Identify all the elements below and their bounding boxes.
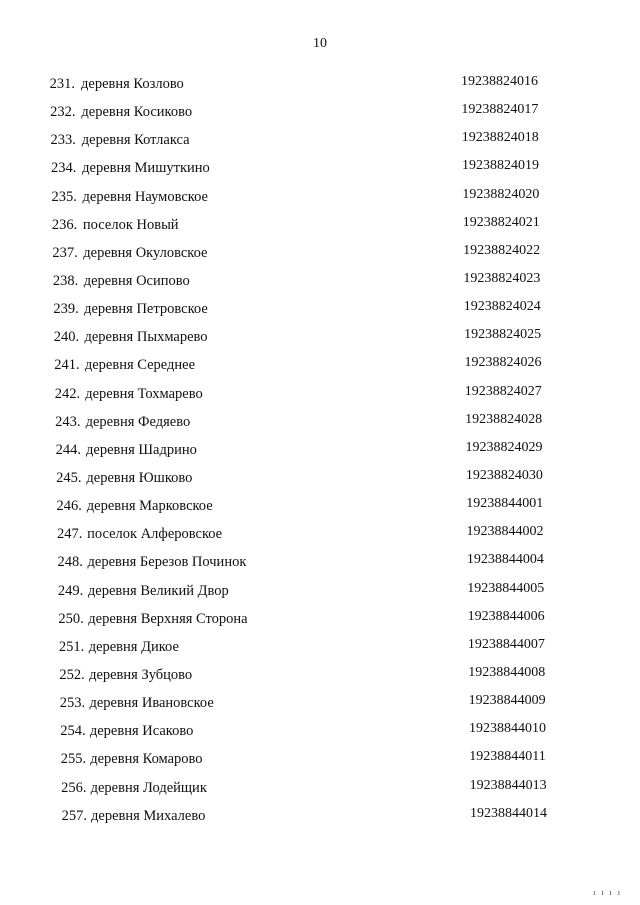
item-number: 255. bbox=[60, 751, 87, 768]
settlement-name: деревня Пыхмарево bbox=[84, 329, 208, 346]
list-item bbox=[0, 633, 640, 661]
list-item bbox=[0, 351, 640, 379]
list-item bbox=[0, 126, 640, 154]
list-item bbox=[0, 661, 640, 689]
page-number: 10 bbox=[313, 36, 327, 51]
okato-code: 19238824016 bbox=[461, 74, 538, 89]
okato-code: 19238824029 bbox=[465, 439, 543, 455]
okato-code: 19238824018 bbox=[461, 130, 539, 146]
list-item bbox=[0, 717, 640, 745]
list-item bbox=[0, 239, 640, 267]
list-item bbox=[0, 605, 640, 633]
list-item bbox=[0, 380, 640, 408]
okato-code: 19238844010 bbox=[468, 721, 546, 737]
okato-code: 19238844014 bbox=[470, 805, 547, 821]
settlement-name: деревня Середнее bbox=[84, 357, 196, 374]
list-item bbox=[0, 520, 640, 548]
list-item bbox=[0, 689, 640, 717]
okato-code: 19238824028 bbox=[465, 411, 543, 427]
settlement-name: деревня Окуловское bbox=[83, 244, 208, 261]
settlement-name: деревня Марковское bbox=[86, 498, 213, 515]
settlement-name: деревня Ивановское bbox=[89, 695, 214, 712]
settlement-name: деревня Осипово bbox=[83, 272, 190, 289]
okato-code: 19238844013 bbox=[469, 777, 547, 793]
item-number: 242. bbox=[54, 385, 81, 402]
okato-code: 19238824024 bbox=[463, 299, 541, 315]
item-number: 245. bbox=[56, 469, 82, 486]
okato-code: 19238844004 bbox=[466, 552, 544, 568]
list-item bbox=[0, 98, 640, 126]
item-number: 236. bbox=[51, 216, 78, 233]
list-item bbox=[0, 492, 640, 520]
list-item bbox=[0, 436, 640, 464]
list-item bbox=[0, 577, 640, 605]
settlement-name: деревня Тохмарево bbox=[85, 385, 203, 402]
okato-code: 19238824025 bbox=[464, 327, 542, 343]
okato-code: 19238844011 bbox=[469, 749, 546, 765]
item-number: 234. bbox=[51, 160, 77, 177]
item-number: 240. bbox=[53, 329, 80, 346]
settlement-name: деревня Федяево bbox=[85, 413, 191, 430]
settlement-name: деревня Исаково bbox=[89, 723, 194, 740]
okato-code: 19238824019 bbox=[462, 158, 540, 174]
settlement-list bbox=[0, 70, 640, 830]
list-item bbox=[0, 745, 640, 773]
list-item bbox=[0, 295, 640, 323]
list-item bbox=[0, 802, 640, 830]
item-number: 238. bbox=[52, 272, 79, 289]
settlement-name: поселок Новый bbox=[82, 216, 179, 233]
list-item bbox=[0, 70, 640, 98]
settlement-name: деревня Великий Двор bbox=[87, 582, 229, 599]
okato-code: 19238844007 bbox=[467, 636, 545, 652]
item-number: 235. bbox=[51, 188, 77, 205]
settlement-name: деревня Наумовское bbox=[82, 188, 208, 205]
item-number: 251. bbox=[58, 638, 85, 655]
settlement-name: деревня Березов Починок bbox=[87, 554, 247, 571]
scan-marks: ı ı ı ı bbox=[593, 888, 622, 897]
list-item bbox=[0, 323, 640, 351]
settlement-name: деревня Мишуткино bbox=[82, 160, 210, 177]
okato-code: 19238844006 bbox=[467, 608, 545, 624]
okato-code: 19238824021 bbox=[462, 214, 540, 230]
okato-code: 19238824027 bbox=[464, 383, 542, 399]
okato-code: 19238844002 bbox=[466, 524, 544, 540]
okato-code: 19238824023 bbox=[463, 270, 541, 286]
item-number: 253. bbox=[59, 695, 86, 712]
okato-code: 19238824020 bbox=[462, 186, 540, 202]
item-number: 247. bbox=[57, 526, 83, 543]
list-item bbox=[0, 183, 640, 211]
okato-code: 19238824030 bbox=[465, 467, 543, 483]
item-number: 246. bbox=[56, 498, 82, 515]
item-number: 252. bbox=[59, 666, 85, 683]
list-item bbox=[0, 211, 640, 239]
item-number: 231. bbox=[49, 76, 75, 92]
settlement-name: деревня Козлово bbox=[81, 76, 184, 92]
settlement-name: деревня Михалево bbox=[91, 807, 206, 824]
item-number: 239. bbox=[53, 301, 79, 318]
item-number: 232. bbox=[50, 104, 76, 121]
item-number: 256. bbox=[61, 779, 87, 796]
list-item bbox=[0, 464, 640, 492]
list-item bbox=[0, 267, 640, 295]
item-number: 243. bbox=[55, 413, 81, 430]
item-number: 233. bbox=[50, 132, 76, 149]
settlement-name: деревня Дикое bbox=[88, 638, 179, 655]
okato-code: 19238844001 bbox=[466, 496, 544, 512]
settlement-name: деревня Петровское bbox=[84, 301, 208, 318]
list-item bbox=[0, 154, 640, 182]
list-item bbox=[0, 408, 640, 436]
item-number: 257. bbox=[61, 807, 87, 824]
settlement-name: деревня Шадрино bbox=[86, 441, 197, 458]
list-item bbox=[0, 774, 640, 802]
settlement-name: деревня Юшково bbox=[86, 469, 193, 486]
okato-code: 19238844005 bbox=[467, 580, 545, 596]
settlement-name: поселок Алферовское bbox=[87, 526, 223, 543]
item-number: 250. bbox=[58, 610, 84, 627]
okato-code: 19238824026 bbox=[464, 355, 542, 371]
item-number: 237. bbox=[52, 244, 78, 261]
item-number: 249. bbox=[57, 582, 84, 599]
okato-code: 19238844009 bbox=[468, 693, 546, 709]
okato-code: 19238824022 bbox=[463, 242, 541, 258]
item-number: 254. bbox=[60, 723, 86, 740]
okato-code: 19238824017 bbox=[461, 102, 539, 118]
settlement-name: деревня Верхняя Сторона bbox=[88, 610, 248, 627]
settlement-name: деревня Косиково bbox=[81, 104, 193, 121]
settlement-name: деревня Лодейщик bbox=[90, 779, 207, 796]
item-number: 241. bbox=[54, 357, 80, 374]
settlement-name: деревня Зубцово bbox=[89, 666, 193, 683]
item-number: 244. bbox=[55, 441, 81, 458]
okato-code: 19238844008 bbox=[468, 664, 546, 680]
item-number: 248. bbox=[57, 554, 83, 571]
settlement-name: деревня Котлакса bbox=[81, 132, 190, 149]
list-item bbox=[0, 548, 640, 576]
settlement-name: деревня Комарово bbox=[90, 751, 203, 768]
